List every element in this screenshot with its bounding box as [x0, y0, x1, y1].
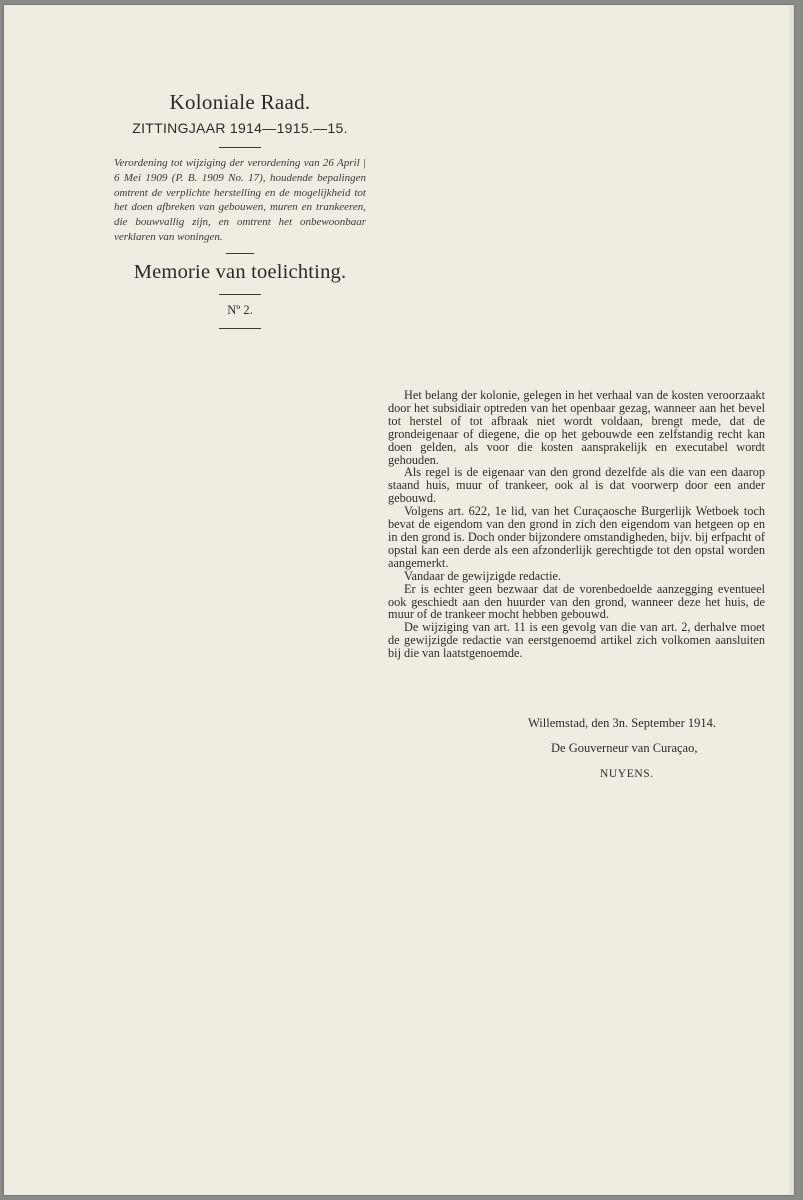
body-paragraph: Vandaar de gewijzigde redactie.: [404, 568, 562, 583]
place-date: Willemstad, den 3n. September 1914.: [528, 716, 717, 730]
signatory-name: NUYENS.: [600, 768, 654, 780]
divider: [219, 328, 261, 329]
divider: [226, 253, 254, 254]
header-block: [112, 89, 368, 337]
document-title: Memorie van toelichting.: [133, 260, 347, 283]
council-title: Koloniale Raad.: [169, 90, 311, 114]
explanation-body: [388, 388, 765, 780]
divider: [219, 147, 261, 148]
body-paragraph: De wijziging van art. 11 is een gevolg van die van art. 2, derhalve moet de gewijzigde redactie van eerstgenoemd artikel zich volkomen aansluiten bij die van laatstgenoemde.: [388, 620, 765, 661]
signatory-role: De Gouverneur van Curaçao,: [551, 741, 698, 755]
ordinance-subject: Verordening tot wijziging der verordening van 26 April | 6 Mei 1909 (P. B. 1909 No. 17), houdende bepalingen omtrent de verplichte herstelling en de mogelijkheid tot het doen afbreken van gebouwen, muren en trankeeren, die bouwvallig zijn, en omtrent het onbewoonbaar verklaren van woningen.: [114, 157, 366, 243]
body-paragraph: Volgens art. 622, 1e lid, van het Curaçaosche Burgerlijk Wetboek toch bevat de eigendom van den grond in zich den eigendom van hetgeen op en in den grond is. Doch onder bijzondere omstandigheden, bijv. bij erfpacht of opstal kan een derde als een afzonderlijk gerechtigde tot den opstal worden aangemerkt.: [388, 504, 765, 570]
document-page: [4, 5, 794, 1195]
body-paragraph: Er is echter geen bezwaar dat de vorenbedoelde aanzegging eventueel ook geschiedt aan den huurder van den grond, wanneer deze het huis, de muur of de trankeer mocht hebben gebouwd.: [388, 581, 765, 622]
body-paragraph: Het belang der kolonie, gelegen in het verhaal van de kosten veroorzaakt door het subsidiair optreden van het openbaar gezag, wanneer aan het bevel tot herstel of tot afbraak niet wordt voldaan, brengt mede, dat de grondeigenaar of diegene, die op het gebouwde een zelfstandig recht kan doen gelden, als voor die kosten aansprakelijk en executabel wordt gehouden.: [388, 388, 765, 467]
session-year: ZITTINGJAAR 1914—1915.—15.: [132, 120, 348, 136]
document-number: Nº 2.: [227, 302, 253, 317]
body-paragraph: Als regel is de eigenaar van den grond dezelfde als die van een daarop staand huis, muur of trankeer, ook al is dat voorwerp door een ander gebouwd.: [388, 465, 765, 506]
divider: [219, 294, 261, 295]
